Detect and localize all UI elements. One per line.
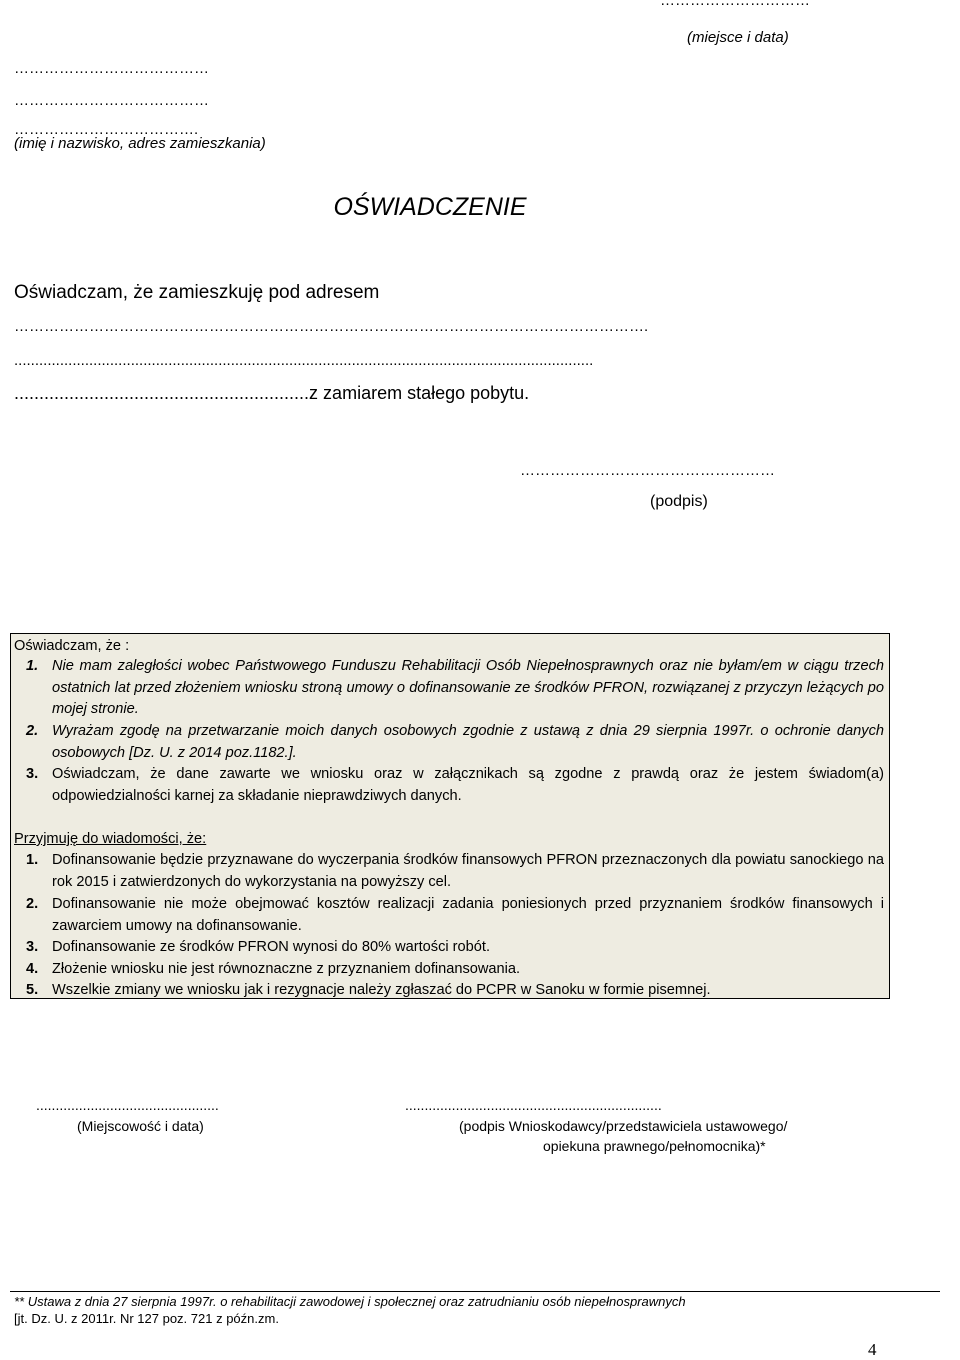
- acknowledgement-item-text: Wszelkie zmiany we wniosku jak i rezygnacje należy zgłaszać do PCPR w Sanoku w formie pisemnej.: [52, 982, 711, 998]
- name-address-dotted-line-2[interactable]: …………………………………: [14, 92, 209, 109]
- footnote-line-1: ** Ustawa z dnia 27 sierpnia 1997r. o rehabilitacji zawodowej i społecznej oraz zatrudnianiu osób niepełnosprawnych: [14, 1294, 686, 1309]
- declaration-item-text: Oświadczam, że dane zawarte we wniosku oraz w załącznikach są zgodne z prawdą oraz że jestem świadom(a) odpowiedzialności karnej za składanie nieprawdziwych danych.: [52, 766, 884, 804]
- declaration-item-text: Wyrażam zgodę na przetwarzanie moich danych osobowych zgodnie z ustawą z dnia 29 sierpnia 1997r. o ochronie danych osobowych [Dz. U. z 2014 poz.1182.].: [52, 723, 884, 761]
- declarations-heading: Oświadczam, że :: [14, 638, 130, 654]
- place-date-label-bottom: (Miejscowość i data): [77, 1118, 204, 1134]
- acknowledgement-item-text: Dofinansowanie ze środków PFRON wynosi do 80% wartości robót.: [52, 939, 491, 955]
- acknowledgement-item-number: 3.: [26, 939, 39, 955]
- declaration-item: [14, 656, 884, 721]
- page-title: OŚWIADCZENIE: [333, 193, 527, 221]
- acknowledgement-item-number: 2.: [26, 896, 39, 912]
- place-date-dotted-line-bottom[interactable]: ...............................................: [36, 1097, 219, 1113]
- acknowledgement-item-number: 1.: [26, 852, 39, 868]
- name-address-label: (imię i nazwisko, adres zamieszkania): [14, 135, 266, 152]
- applicant-signature-label-line-1: (podpis Wnioskodawcy/przedstawiciela ustawowego/: [459, 1118, 788, 1134]
- acknowledgement-item-number: 5.: [26, 982, 39, 998]
- page-number: 4: [868, 1340, 877, 1359]
- declarations-box: [10, 633, 890, 999]
- acknowledgement-item-text: Dofinansowanie będzie przyznawane do wyczerpania środków finansowych PFRON przeznaczonych dla powiatu sanockiego na rok 2015 i zatwierdzonych do wykorzystania na powyższy cel.: [52, 852, 884, 890]
- place-date-label: (miejsce i data): [687, 29, 789, 46]
- name-address-dotted-line-1[interactable]: …………………………………: [14, 60, 209, 77]
- applicant-signature-label-line-2: opiekuna prawnego/pełnomocnika)*: [543, 1138, 766, 1154]
- acknowledgement-item: [14, 850, 884, 893]
- acknowledgement-item: [14, 937, 884, 959]
- footnote-line-2: [jt. Dz. U. z 2011r. Nr 127 poz. 721 z późn.zm.: [14, 1311, 279, 1326]
- acknowledgement-item: [14, 980, 884, 1002]
- address-statement: Oświadczam, że zamieszkuję pod adresem: [14, 282, 380, 303]
- address-dotted-line-3[interactable]: ...........................................................z zamiarem stałego pobytu.: [14, 383, 530, 403]
- declaration-item-number: 1.: [26, 658, 39, 674]
- place-date-dotted-line[interactable]: …………………………: [660, 0, 810, 9]
- address-dotted-line-2[interactable]: ...........................................................................................................................................: [14, 352, 594, 369]
- declaration-item-text: Nie mam zaległości wobec Państwowego Funduszu Rehabilitacji Osób Niepełnosprawnych oraz nie byłam/em w ciągu trzech ostatnich lat przed złożeniem wniosku stroną umowy o dofinansowanie ze środków PFRON, rozwiązanej z przyczyn leżących po mojej stronie.: [52, 658, 884, 717]
- name-address-dotted-line-3[interactable]: ……………………………….: [14, 121, 199, 138]
- address-dotted-line-1[interactable]: ……………………………………………………………………………………………………………….: [14, 318, 649, 335]
- signature-label: (podpis): [650, 493, 708, 510]
- applicant-signature-dotted-line[interactable]: ..................................................................: [405, 1097, 662, 1113]
- declaration-item-number: 3.: [26, 766, 39, 782]
- footnote-divider: [10, 1291, 940, 1292]
- declaration-item: [14, 764, 884, 807]
- declaration-item: [14, 721, 884, 764]
- acknowledgement-item: [14, 894, 884, 937]
- acknowledgement-item-text: Dofinansowanie nie może obejmować kosztów realizacji zadania poniesionych przed przyznaniem środków finansowych i zawarciem umowy na dofinansowanie.: [52, 896, 884, 934]
- signature-dotted-line[interactable]: ……………………………………………: [520, 462, 775, 479]
- acknowledgement-item: [14, 959, 884, 981]
- acknowledgement-item-text: Złożenie wniosku nie jest równoznaczne z przyznaniem dofinansowania.: [52, 961, 521, 977]
- declaration-item-number: 2.: [26, 723, 39, 739]
- acknowledgements-heading: Przyjmuję do wiadomości, że:: [14, 831, 207, 847]
- acknowledgement-item-number: 4.: [26, 961, 39, 977]
